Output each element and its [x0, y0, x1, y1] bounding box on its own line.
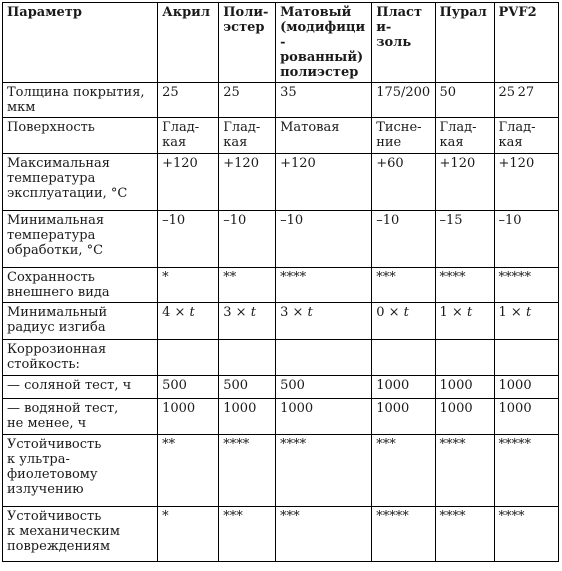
header-acryl: Акрил — [158, 3, 219, 83]
cell-value: –10 — [494, 211, 558, 268]
cell-value: +120 — [276, 154, 372, 211]
row-salt-test — [3, 376, 559, 399]
header-polyester: Поли- эстер — [219, 3, 276, 83]
cell-value: Тисне- ние — [372, 118, 435, 154]
row-max-temp — [3, 154, 559, 211]
cell-value: *** — [219, 507, 276, 562]
cell-value: 25 27 — [494, 83, 558, 118]
cell-value: –10 — [276, 211, 372, 268]
cell-value: **** — [276, 268, 372, 303]
cell-value: +120 — [219, 154, 276, 211]
coating-comparison-table — [2, 2, 559, 562]
cell-value: * — [158, 507, 219, 562]
header-pural: Пурал — [435, 3, 494, 83]
cell-value — [219, 340, 276, 376]
row-label: Сохранность внешнего вида — [3, 268, 158, 303]
cell-value — [435, 340, 494, 376]
header-pvf2: PVF2 — [494, 3, 558, 83]
row-water-test — [3, 399, 559, 435]
cell-value: Матовая — [276, 118, 372, 154]
cell-value: **** — [435, 435, 494, 507]
row-label: Коррозионная стойкость: — [3, 340, 158, 376]
cell-value: ***** — [372, 507, 435, 562]
cell-value: 1 × t — [494, 303, 558, 340]
cell-value: +120 — [158, 154, 219, 211]
cell-value: –10 — [219, 211, 276, 268]
cell-value: Глад- кая — [158, 118, 219, 154]
cell-value: +120 — [435, 154, 494, 211]
row-label: Толщина покрытия, мкм — [3, 83, 158, 118]
header-plastisol: Пласти- золь — [372, 3, 435, 83]
cell-value: +120 — [494, 154, 558, 211]
cell-value — [494, 340, 558, 376]
row-label: Максимальная температура эксплуатации, °С — [3, 154, 158, 211]
cell-value: 1000 — [372, 376, 435, 399]
cell-value: 1000 — [219, 399, 276, 435]
cell-value: 3 × t — [276, 303, 372, 340]
cell-value: *** — [276, 507, 372, 562]
cell-value: **** — [276, 435, 372, 507]
cell-value: 3 × t — [219, 303, 276, 340]
cell-value: 35 — [276, 83, 372, 118]
cell-value: 175/200 — [372, 83, 435, 118]
row-bend-radius — [3, 303, 559, 340]
cell-value: 1000 — [276, 399, 372, 435]
cell-value: ***** — [494, 435, 558, 507]
cell-value: –10 — [372, 211, 435, 268]
cell-value: *** — [372, 435, 435, 507]
cell-value: 1 × t — [435, 303, 494, 340]
cell-value: 25 — [219, 83, 276, 118]
cell-value: * — [158, 268, 219, 303]
header-row — [3, 3, 559, 83]
cell-value: 4 × t — [158, 303, 219, 340]
header-matte-polyester: Матовый (модифици- рованный) полиэстер — [276, 3, 372, 83]
cell-value: Глад- кая — [219, 118, 276, 154]
row-min-temp — [3, 211, 559, 268]
row-mechanical-resistance — [3, 507, 559, 562]
cell-value: ** — [219, 268, 276, 303]
cell-value: +60 — [372, 154, 435, 211]
row-label: — соляной тест, ч — [3, 376, 158, 399]
row-appearance — [3, 268, 559, 303]
cell-value: ***** — [494, 268, 558, 303]
row-label: Минимальный радиус изгиба — [3, 303, 158, 340]
row-label: Минимальная температура обработки, °С — [3, 211, 158, 268]
row-corrosion — [3, 340, 559, 376]
cell-value: –15 — [435, 211, 494, 268]
cell-value: 1000 — [158, 399, 219, 435]
cell-value: 50 — [435, 83, 494, 118]
cell-value: 1000 — [494, 399, 558, 435]
header-param: Параметр — [3, 3, 158, 83]
cell-value: **** — [435, 507, 494, 562]
cell-value: 500 — [219, 376, 276, 399]
cell-value: 500 — [158, 376, 219, 399]
cell-value: 500 — [276, 376, 372, 399]
row-label: Поверхность — [3, 118, 158, 154]
cell-value: **** — [219, 435, 276, 507]
cell-value: **** — [494, 507, 558, 562]
cell-value: 25 — [158, 83, 219, 118]
cell-value: 0 × t — [372, 303, 435, 340]
cell-value: ** — [158, 435, 219, 507]
row-thickness — [3, 83, 559, 118]
cell-value — [158, 340, 219, 376]
cell-value: Глад- кая — [494, 118, 558, 154]
cell-value — [276, 340, 372, 376]
cell-value: **** — [435, 268, 494, 303]
row-surface — [3, 118, 559, 154]
cell-value — [372, 340, 435, 376]
row-uv-resistance — [3, 435, 559, 507]
cell-value: 1000 — [435, 399, 494, 435]
cell-value: 1000 — [435, 376, 494, 399]
cell-value: *** — [372, 268, 435, 303]
cell-value: Глад- кая — [435, 118, 494, 154]
cell-value: 1000 — [372, 399, 435, 435]
cell-value: 1000 — [494, 376, 558, 399]
row-label: Устойчивость к механическим повреждениям — [3, 507, 158, 562]
row-label: — водяной тест, не менее, ч — [3, 399, 158, 435]
row-label: Устойчивость к ультра- фиолетовому излучению — [3, 435, 158, 507]
cell-value: –10 — [158, 211, 219, 268]
